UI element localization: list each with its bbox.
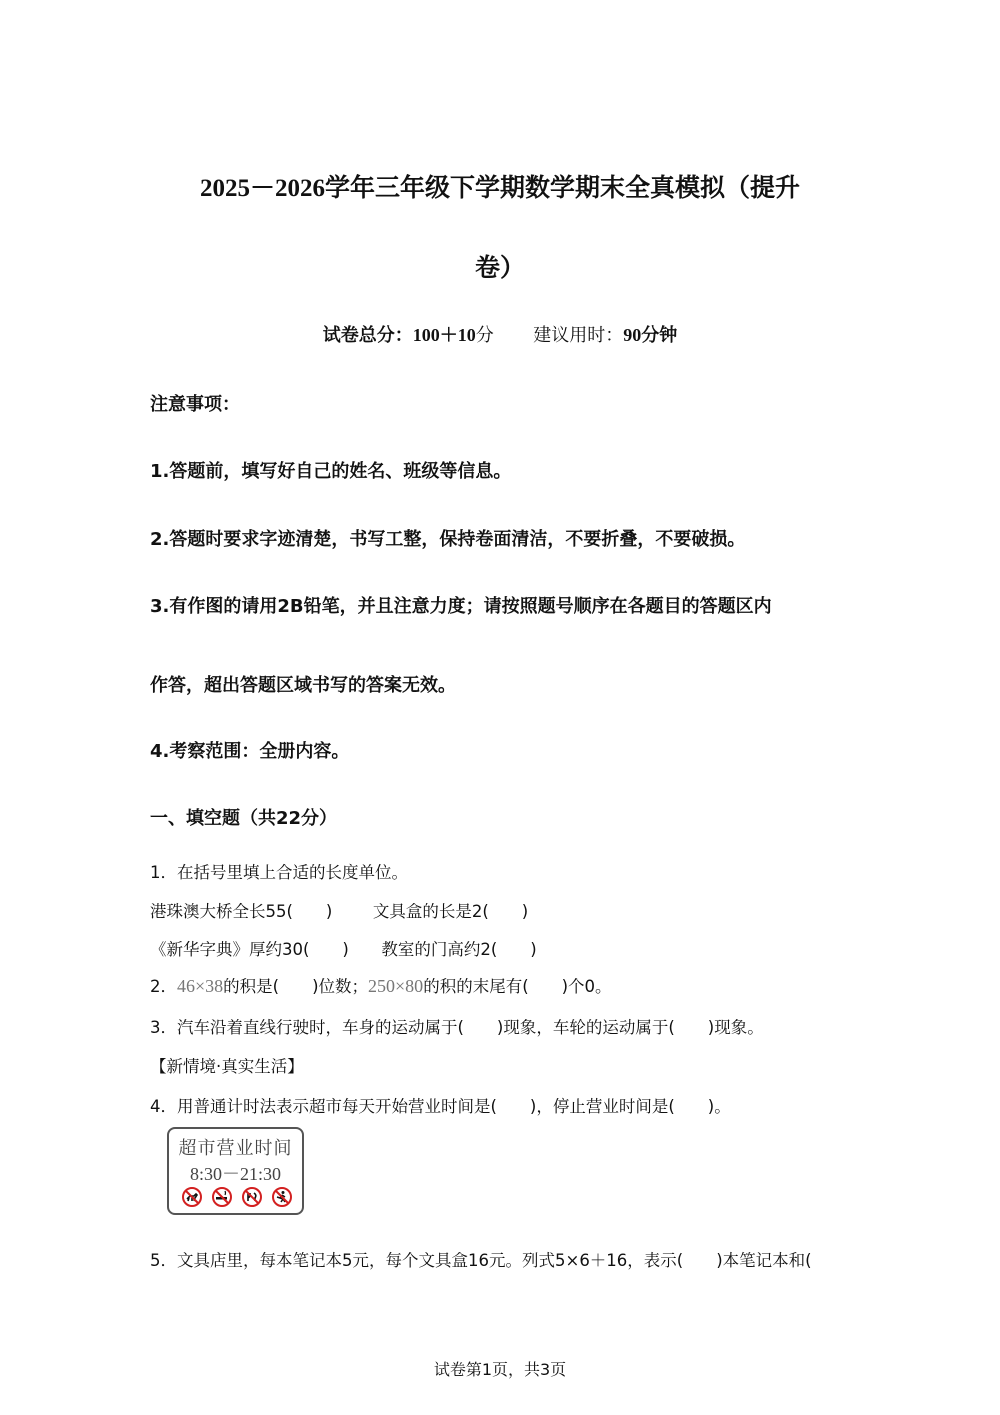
note-item-1: 1.答题前，填写好自己的姓名、班级等信息。 <box>150 461 512 482</box>
note-item-3: 3.有作图的请用2B铅笔，并且注意力度；请按照题号顺序在各题目的答题区内 <box>150 596 772 617</box>
question-1-stem: 1．在括号里填上合适的长度单位。 <box>150 863 408 882</box>
question-1-item-c: 《新华字典》厚约30( ) <box>150 940 349 959</box>
question-2-expression-1: 46×38 <box>177 976 224 996</box>
sign-hours: 8:30－21:30 <box>189 1164 281 1184</box>
exam-meta <box>0 321 1000 347</box>
total-score-value: 100＋10 <box>412 325 476 345</box>
exam-title-line1: 2025－2026学年三年级下学期数学期末全真模拟（提升 <box>199 175 800 202</box>
question-1-item-a: 港珠澳大桥全长55( ) <box>150 902 333 921</box>
time-unit: 分钟 <box>641 325 678 346</box>
time-value: 90 <box>623 325 642 345</box>
note-item-3-continued: 作答，超出答题区域书写的答案无效。 <box>150 675 456 696</box>
question-2-text-2: 的积的末尾有( )个0。 <box>423 977 612 996</box>
question-1-item-b: 文具盒的长是2( ) <box>372 902 529 921</box>
question-2-expression-2: 250×80 <box>368 976 424 996</box>
no-running-icon <box>271 1186 293 1208</box>
time-label: 建议用时： <box>533 325 624 346</box>
exam-title-line2: 卷） <box>474 253 525 282</box>
sign-icons <box>181 1186 293 1208</box>
no-smoking-icon <box>211 1186 233 1208</box>
note-item-4: 4.考察范围：全册内容。 <box>150 741 350 762</box>
question-1-item-d: 教室的门高约2( ) <box>381 940 537 959</box>
question-3: 3．汽车沿着直线行驶时，车身的运动属于( )现象，车轮的运动属于( )现象。 <box>150 1018 764 1037</box>
total-score-label: 试卷总分： <box>322 325 413 346</box>
notes-heading: 注意事项： <box>150 394 240 415</box>
note-item-2: 2.答题时要求字迹清楚，书写工整，保持卷面清洁，不要折叠，不要破损。 <box>150 529 746 550</box>
question-1-row-2 <box>150 936 537 960</box>
question-2 <box>150 973 612 997</box>
question-1-row-1 <box>150 898 528 922</box>
sign-title: 超市营业时间 <box>178 1138 293 1158</box>
context-tag: 【新情境·真实生活】 <box>150 1057 304 1076</box>
section-1-heading: 一、填空题（共22分） <box>150 808 338 829</box>
question-5: 5．文具店里，每本笔记本5元，每个文具盒16元。列式5×6＋16，表示( )本笔记本和( <box>150 1251 812 1270</box>
question-4: 4．用普通计时法表示超市每天开始营业时间是( )，停止营业时间是( )。 <box>150 1097 731 1116</box>
no-pets-icon <box>181 1186 203 1208</box>
question-2-text-1: 的积是( )位数； <box>223 977 369 996</box>
page-footer: 试卷第1页，共3页 <box>433 1360 567 1379</box>
question-2-number: 2． <box>150 977 177 996</box>
store-hours-sign <box>167 1127 304 1215</box>
no-food-icon <box>241 1186 263 1208</box>
total-score-unit: 分 <box>475 325 494 346</box>
